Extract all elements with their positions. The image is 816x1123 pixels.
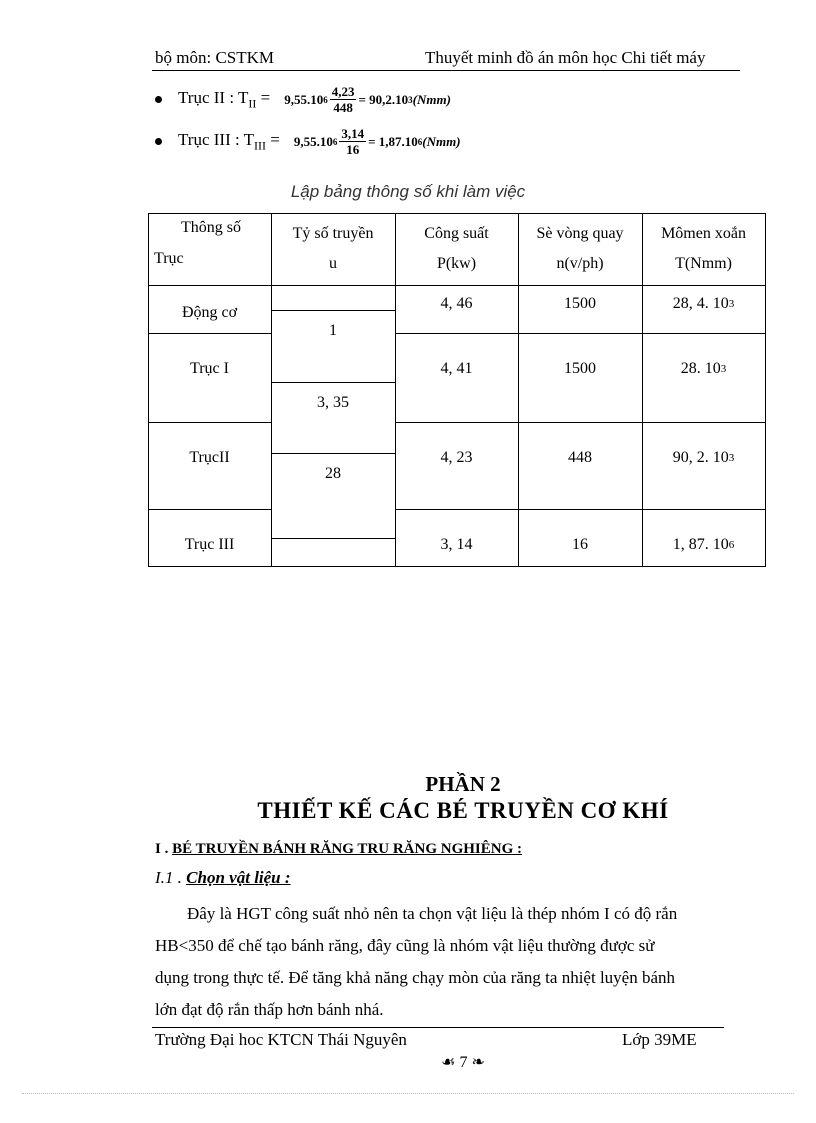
row-shaft-name: TrụcII xyxy=(189,449,230,466)
part-title: THIẾT KẾ CÁC BÉ TRUYỀN CƠ KHÍ xyxy=(257,798,669,823)
footer-school: Trường Đại hoc KTCN Thái Nguyên xyxy=(155,1030,407,1049)
section-heading: I . BÉ TRUYỀN BÁNH RĂNG TRU RĂNG NGHIÊNG : xyxy=(155,841,522,857)
header-ratio: Tỷ số truyền u xyxy=(292,225,374,272)
subsection-heading: I.1 . Chọn vật liệu : xyxy=(155,868,291,887)
header-power: Công suất P(kw) xyxy=(424,225,489,272)
formula-label: Trục III : $T_{III}$ = xyxy=(178,129,280,153)
formula-shaft-3 xyxy=(155,126,461,157)
ornament-right-icon: ❧ xyxy=(471,1054,485,1071)
header-torque: Mômen xoắn T(Nmm) xyxy=(661,225,746,272)
footer-rule xyxy=(152,1027,724,1028)
row-torque: 28. 10 3 xyxy=(680,360,727,377)
parameter-table xyxy=(148,213,766,567)
page-number: ☙ 7 ❧ xyxy=(441,1054,485,1071)
footer-class: Lớp 39ME xyxy=(622,1030,697,1049)
page-bottom-border xyxy=(22,1093,794,1094)
row-shaft-name: Trục I xyxy=(190,360,229,377)
row-power: 4, 23 xyxy=(440,449,473,466)
header-speed: Sè vòng quay n(v/ph) xyxy=(536,225,624,272)
ornament-left-icon: ☙ xyxy=(441,1054,456,1071)
row-speed: 16 xyxy=(572,536,588,553)
formula-shaft-2 xyxy=(155,84,451,115)
row-torque: 1, 87. 10 6 xyxy=(672,536,735,553)
row-shaft-name: Động cơ xyxy=(181,304,238,321)
bullet-icon xyxy=(155,96,162,103)
corner-label-params: Thông số xyxy=(181,219,241,236)
part-number: PHẦN 2 xyxy=(425,772,501,796)
row-torque: 28, 4. 10 3 xyxy=(672,295,735,312)
row-power: 3, 14 xyxy=(440,536,473,553)
ratio-value: 1 xyxy=(329,322,337,339)
row-power: 4, 41 xyxy=(440,360,473,377)
row-power: 4, 46 xyxy=(440,295,473,312)
formula-fraction: $\frac{3,14}{16}$ xyxy=(341,126,365,157)
formula-label: Trục II : $T_{II}$ = xyxy=(178,87,271,111)
header-subject: bộ môn: CSTKM xyxy=(155,48,275,67)
header-rule xyxy=(152,70,740,71)
formula-expression: 9,55.10 6 $\frac{4,23}{448}$ = 90,2.10 3 (Nmm) xyxy=(284,84,451,115)
row-speed: 448 xyxy=(568,449,592,466)
body-paragraph: Đây là HGT công suất nhỏ nên ta chọn vật liệu là thép nhóm I có độ rắn HB<350 để chế tạo bánh răng, đây cũng là nhóm vật liệu thường được sử dụng trong thực tế. Để tăng khả năng chạy mòn của răng ta nhiệt luyện bánh lớn đạt độ rắn thấp hơn bánh nhá. xyxy=(155,904,678,1019)
row-shaft-name: Trục III xyxy=(184,536,235,553)
header-doc-title: Thuyết minh đồ án môn học Chi tiết máy xyxy=(425,48,706,67)
ratio-value: 3, 35 xyxy=(317,394,349,411)
corner-label-shaft: Trục xyxy=(154,250,184,267)
bullet-icon xyxy=(155,138,162,145)
ratio-value: 28 xyxy=(325,465,341,482)
formula-expression: 9,55.10 6 $\frac{3,14}{16}$ = 1,87.10 6 (Nmm) xyxy=(293,126,461,157)
row-speed: 1500 xyxy=(564,360,596,377)
row-torque: 90, 2. 10 3 xyxy=(672,449,735,466)
formula-fraction: $\frac{4,23}{448}$ xyxy=(331,84,355,115)
table-caption: Lập bảng thông số khi làm việc xyxy=(290,182,526,201)
row-speed: 1500 xyxy=(564,295,596,312)
